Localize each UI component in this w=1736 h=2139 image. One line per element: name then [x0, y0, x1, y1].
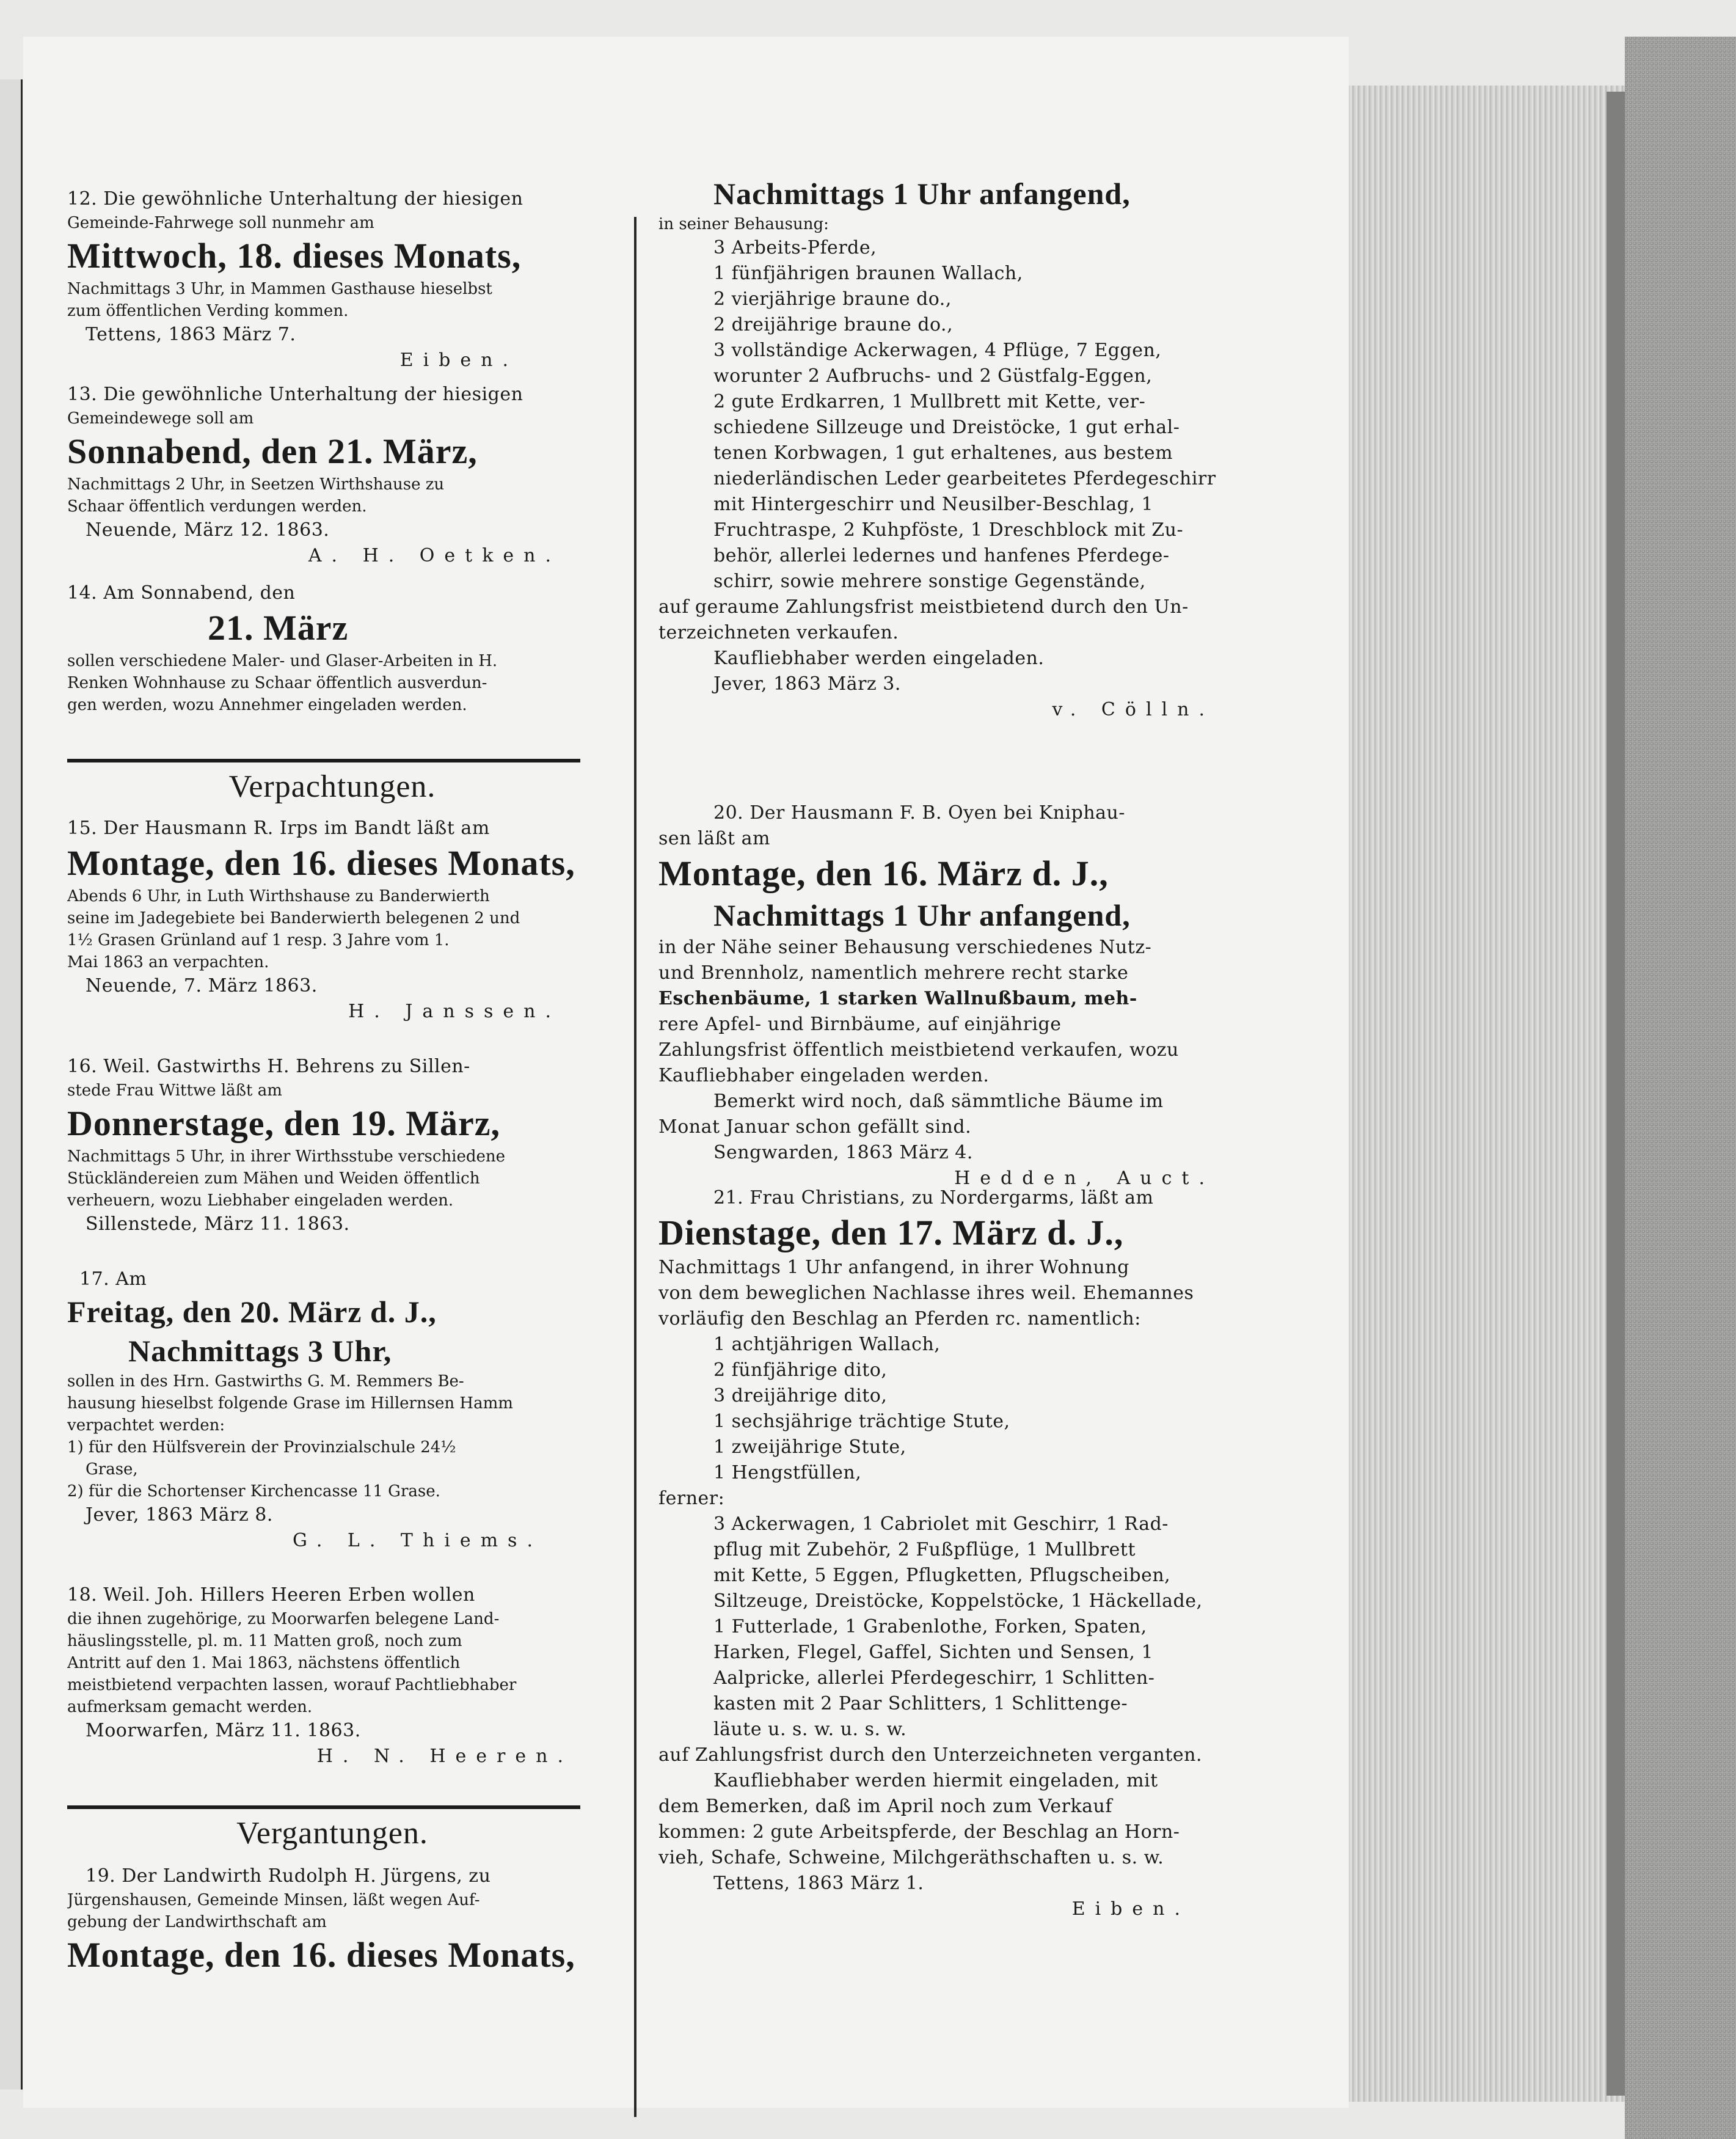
notice-14 — [67, 580, 597, 716]
section-heading-verpachtungen: Verpachtungen. — [228, 769, 436, 804]
notice-20 — [658, 800, 1257, 1191]
notice-13 — [67, 382, 597, 569]
notice-headline: Freitag, den 20. März d. J., — [67, 1295, 437, 1329]
notice-text-line: mit Kette, 5 Eggen, Pflugketten, Pflugscheiben, — [713, 1565, 1171, 1586]
notice-text-line: kasten mit 2 Paar Schlitters, 1 Schlittenge- — [713, 1693, 1128, 1714]
notice-date: Jever, 1863 März 8. — [86, 1504, 273, 1526]
notice-signature: G. L. Thiems. — [292, 1530, 542, 1551]
notice-text-line: terzeichneten verkaufen. — [658, 622, 899, 643]
notice-text-line: Nachmittags 5 Uhr, in ihrer Wirthsstube verschiedene — [67, 1147, 506, 1166]
notice-text-line: Eschenbäume, 1 starken Wallnußbaum, meh- — [658, 988, 1137, 1009]
notice-text-line: Antritt auf den 1. Mai 1863, nächstens öffentlich — [67, 1654, 461, 1672]
notice-signature: H. Janssen. — [348, 1001, 561, 1022]
notice-text-line: behör, allerlei ledernes und hanfenes Pferdege- — [713, 545, 1170, 566]
notice-text-line: in der Nähe seiner Behausung verschiedenes Nutz- — [658, 937, 1152, 958]
notice-text-line: Nachmittags 2 Uhr, in Seetzen Wirthshause zu — [67, 475, 445, 494]
notice-text-line: Abends 6 Uhr, in Luth Wirthshause zu Banderwierth — [67, 887, 490, 905]
notice-text-line: seine im Jadegebiete bei Banderwierth belegenen 2 und — [67, 909, 520, 927]
notice-date: Tettens, 1863 März 1. — [713, 1873, 924, 1894]
adjacent-page-edge — [0, 79, 23, 2090]
notice-headline: Nachmittags 1 Uhr anfangend, — [713, 177, 1131, 211]
notice-headline: Montage, den 16. März d. J., — [658, 854, 1109, 893]
section-rule — [67, 759, 580, 762]
notice-15 — [67, 816, 597, 1025]
notice-text-line: 17. Am — [79, 1268, 147, 1290]
notice-text-line: 1 Futterlade, 1 Grabenlothe, Forken, Spaten, — [713, 1616, 1147, 1637]
notice-text-line: verheuern, wozu Liebhaber eingeladen werden. — [67, 1191, 454, 1210]
notice-text-line: 1 fünfjährigen braunen Wallach, — [713, 263, 1023, 284]
notice-text-line: auf Zahlungsfrist durch den Unterzeichneten verganten. — [658, 1744, 1202, 1766]
notice-signature: v. Cölln. — [1052, 699, 1214, 720]
notice-text-line: 2) für die Schortenser Kirchencasse 11 Grase. — [67, 1482, 440, 1501]
notice-19-continued — [658, 174, 1257, 723]
notice-text-line: 18. Weil. Joh. Hillers Heeren Erben wollen — [67, 1584, 475, 1606]
notice-text-line: 1) für den Hülfsverein der Provinzialschule 24½ — [67, 1438, 456, 1457]
notice-text-line: Nachmittags 1 Uhr anfangend, in ihrer Wohnung — [658, 1257, 1129, 1278]
notice-text-line: Kaufliebhaber werden hiermit eingeladen, mit — [713, 1770, 1158, 1791]
notice-text-line: und Brennholz, namentlich mehrere recht starke — [658, 962, 1129, 984]
notice-text-line: gebung der Landwirthschaft am — [67, 1913, 327, 1931]
notice-text-line: vieh, Schafe, Schweine, Milchgeräthschaften u. s. w. — [658, 1847, 1164, 1868]
notice-text-line: 15. Der Hausmann R. Irps im Bandt läßt am — [67, 817, 490, 839]
notice-text-line: 3 dreijährige dito, — [713, 1385, 888, 1406]
notice-text-line: meistbietend verpachten lassen, worauf Pachtliebhaber — [67, 1676, 517, 1694]
notice-text-line: sollen verschiedene Maler- und Glaser-Arbeiten in H. — [67, 652, 498, 670]
notice-text-line: 1 sechsjährige trächtige Stute, — [713, 1411, 1010, 1432]
notice-text-line: Gemeindewege soll am — [67, 409, 254, 428]
notice-text-line: 14. Am Sonnabend, den — [67, 582, 296, 604]
notice-headline: Sonnabend, den 21. März, — [67, 431, 478, 471]
notice-text-line: 12. Die gewöhnliche Unterhaltung der hiesigen — [67, 188, 523, 210]
notice-headline: Nachmittags 1 Uhr anfangend, — [713, 898, 1131, 932]
notice-text-line: zum öffentlichen Verding kommen. — [67, 302, 349, 320]
notice-text-line: stede Frau Wittwe läßt am — [67, 1081, 282, 1100]
notice-text-line: in seiner Behausung: — [658, 215, 829, 233]
notice-text-line: Kaufliebhaber werden eingeladen. — [713, 648, 1045, 669]
notice-text-line: Nachmittags 3 Uhr, in Mammen Gasthause hieselbst — [67, 280, 492, 298]
notice-text-line: 1 achtjährigen Wallach, — [713, 1334, 941, 1355]
notice-text-line: aufmerksam gemacht werden. — [67, 1698, 313, 1716]
notice-text-line: mit Hintergeschirr und Neusilber-Beschlag, 1 — [713, 494, 1154, 515]
notice-text-line: schirr, sowie mehrere sonstige Gegenstände, — [713, 571, 1146, 592]
notice-date: Sengwarden, 1863 März 4. — [713, 1142, 973, 1163]
notice-text-line: Gemeinde-Fahrwege soll nunmehr am — [67, 214, 374, 232]
notice-date: Jever, 1863 März 3. — [713, 673, 901, 695]
notice-text-line: Jürgenshausen, Gemeinde Minsen, läßt wegen Auf- — [67, 1891, 480, 1909]
notice-text-line: Zahlungsfrist öffentlich meistbietend verkaufen, wozu — [658, 1039, 1179, 1061]
notice-text-line: Grase, — [86, 1460, 138, 1479]
notice-text-line: kommen: 2 gute Arbeitspferde, der Beschlag an Horn- — [658, 1821, 1180, 1843]
notice-text-line: 19. Der Landwirth Rudolph H. Jürgens, zu — [86, 1865, 491, 1887]
notice-text-line: 2 dreijährige braune do., — [713, 314, 954, 335]
notice-text-line: verpachtet werden: — [67, 1416, 225, 1435]
notice-text-line: Harken, Flegel, Gaffel, Sichten und Sensen, 1 — [713, 1642, 1154, 1663]
column-divider — [634, 217, 636, 2117]
notice-date: Neuende, März 12. 1863. — [86, 519, 330, 541]
notice-signature: H. N. Heeren. — [316, 1746, 573, 1767]
notice-text-line: 2 gute Erdkarren, 1 Mullbrett mit Kette, ver- — [713, 391, 1146, 412]
book-page-edges — [1344, 86, 1625, 2102]
notice-text-line: hausung hieselbst folgende Grase im Hillernsen Hamm — [67, 1394, 513, 1413]
notice-text-line: 3 Arbeits-Pferde, — [713, 237, 877, 258]
notice-text-line: Aalpricke, allerlei Pferdegeschirr, 1 Schlitten- — [713, 1667, 1155, 1689]
notice-text-line: rere Apfel- und Birnbäume, auf einjährige — [658, 1014, 1062, 1035]
notice-text-line: 1 Hengstfüllen, — [713, 1462, 862, 1483]
notice-text-line: auf geraume Zahlungsfrist meistbietend durch den Un- — [658, 596, 1189, 618]
notice-text-line: dem Bemerken, daß im April noch zum Verkauf — [658, 1796, 1112, 1817]
notice-text-line: schiedene Sillzeuge und Dreistöcke, 1 gut erhal- — [713, 417, 1180, 438]
notice-text-line: pflug mit Zubehör, 2 Fußpflüge, 1 Mullbrett — [713, 1539, 1136, 1560]
notice-text-line: Kaufliebhaber eingeladen werden. — [658, 1065, 990, 1086]
notice-headline: Dienstage, den 17. März d. J., — [658, 1213, 1124, 1252]
notice-text-line: vorläufig den Beschlag an Pferden rc. namentlich: — [658, 1308, 1141, 1329]
notice-signature: Eiben. — [1071, 1898, 1190, 1920]
notice-text-line: Mai 1863 an verpachten. — [67, 953, 269, 971]
notice-text-line: Monat Januar schon gefällt sind. — [658, 1116, 972, 1138]
notice-text-line: 1 zweijährige Stute, — [713, 1436, 906, 1458]
notice-headline: Nachmittags 3 Uhr, — [128, 1334, 392, 1368]
notice-text-line: die ihnen zugehörige, zu Moorwarfen belegene Land- — [67, 1610, 500, 1628]
notice-text-line: Stückländereien zum Mähen und Weiden öffentlich — [67, 1169, 480, 1188]
notice-signature: Eiben. — [399, 349, 518, 371]
notice-headline: 21. März — [208, 608, 349, 648]
notice-headline: Donnerstage, den 19. März, — [67, 1103, 501, 1143]
newspaper-page — [23, 37, 1349, 2108]
notice-signature: A. H. Oetken. — [308, 545, 561, 566]
notice-text-line: 21. Frau Christians, zu Nordergarms, läßt am — [713, 1187, 1154, 1208]
notice-text-line: sollen in des Hrn. Gastwirths G. M. Remmers Be- — [67, 1372, 464, 1391]
notice-text-line: worunter 2 Aufbruchs- und 2 Güstfalg-Eggen, — [713, 365, 1153, 387]
notice-16 — [67, 1054, 597, 1237]
notice-text-line: Fruchtraspe, 2 Kuhpföste, 1 Dreschblock mit Zu- — [713, 519, 1184, 541]
book-cover — [1625, 37, 1736, 2139]
notice-19 — [67, 1863, 597, 1977]
notice-17 — [67, 1267, 597, 1554]
notice-date: Tettens, 1863 März 7. — [86, 324, 296, 345]
section-heading-vergantungen: Vergantungen. — [236, 1816, 428, 1851]
notice-text-line: 20. Der Hausmann F. B. Oyen bei Kniphau- — [713, 802, 1125, 824]
notice-18 — [67, 1582, 597, 1769]
notice-text-line: Bemerkt wird noch, daß sämmtliche Bäume im — [713, 1091, 1164, 1112]
notice-text-line: häuslingsstelle, pl. m. 11 Matten groß, noch zum — [67, 1632, 462, 1650]
notice-text-line: 16. Weil. Gastwirths H. Behrens zu Sillen- — [67, 1056, 470, 1077]
notice-21 — [658, 1185, 1257, 1922]
notice-text-line: gen werden, wozu Annehmer eingeladen werden. — [67, 696, 467, 714]
notice-text-line: 2 fünfjährige dito, — [713, 1359, 888, 1381]
notice-text-line: Schaar öffentlich verdungen werden. — [67, 497, 367, 516]
notice-text-line: Renken Wohnhause zu Schaar öffentlich ausverdun- — [67, 674, 487, 692]
notice-headline: Montage, den 16. dieses Monats, — [67, 1935, 575, 1975]
notice-text-line: tenen Korbwagen, 1 gut erhaltenes, aus bestem — [713, 442, 1173, 464]
notice-12 — [67, 186, 597, 373]
notice-text-line: 13. Die gewöhnliche Unterhaltung der hiesigen — [67, 384, 523, 405]
notice-text-line: von dem beweglichen Nachlasse ihres weil. Ehemannes — [658, 1282, 1194, 1304]
notice-text-line: sen läßt am — [658, 828, 770, 849]
notice-text-line: 3 vollständige Ackerwagen, 4 Pflüge, 7 Eggen, — [713, 340, 1162, 361]
notice-headline: Mittwoch, 18. dieses Monats, — [67, 236, 522, 276]
notice-signature: Hedden, Auct. — [954, 1168, 1214, 1189]
section-rule — [67, 1805, 580, 1809]
notice-text-line: 2 vierjährige braune do., — [713, 288, 952, 310]
notice-text-line: 3 Ackerwagen, 1 Cabriolet mit Geschirr, 1 Rad- — [713, 1513, 1169, 1535]
notice-text-line: 1½ Grasen Grünland auf 1 resp. 3 Jahre vom 1. — [67, 931, 450, 949]
notice-headline: Montage, den 16. dieses Monats, — [67, 843, 575, 883]
notice-text-line: ferner: — [658, 1488, 725, 1509]
notice-date: Moorwarfen, März 11. 1863. — [86, 1720, 361, 1741]
notice-text-line: läute u. s. w. u. s. w. — [713, 1719, 907, 1740]
notice-date: Sillenstede, März 11. 1863. — [86, 1213, 350, 1235]
notice-text-line: niederländischen Leder gearbeitetes Pferdegeschirr — [713, 468, 1216, 489]
notice-date: Neuende, 7. März 1863. — [86, 975, 318, 996]
notice-text-line: Siltzeuge, Dreistöcke, Koppelstöcke, 1 Häckellade, — [713, 1590, 1203, 1612]
